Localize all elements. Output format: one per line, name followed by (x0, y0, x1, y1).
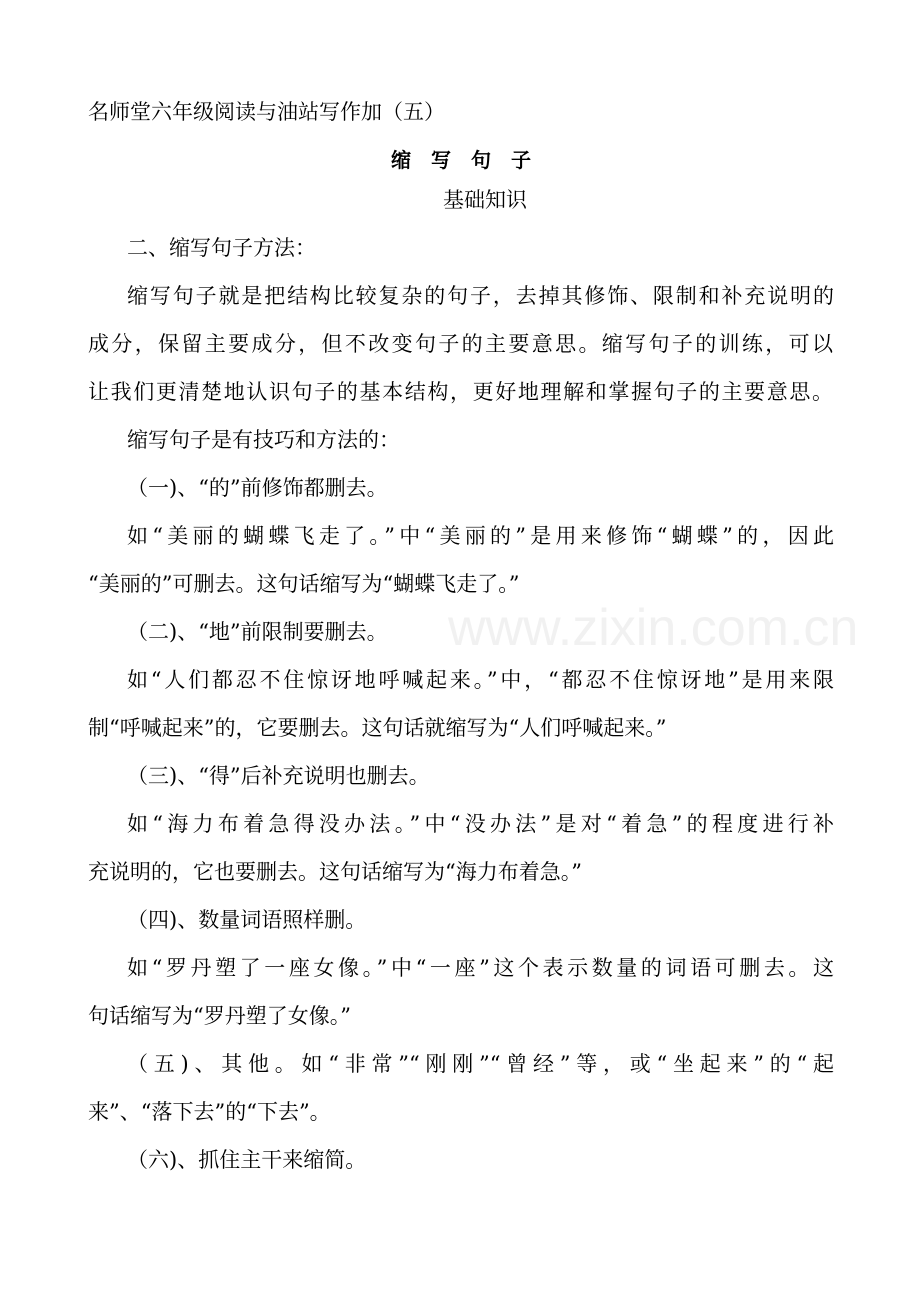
paragraph-line: 缩写句子是有技巧和方法的： (127, 428, 400, 452)
rule-heading: （一)、“的”前修饰都删去。 (127, 476, 388, 500)
paragraph-line: 让我们更清楚地认识句子的基本结构，更好地理解和掌握句子的主要意思。 (88, 380, 833, 404)
rule-heading: （五)、其他。如“非常”“刚刚”“曾经”等，或“坐起来”的“起 (127, 1052, 834, 1076)
paragraph-line: 成分，保留主要成分，但不改变句子的主要意思。缩写句子的训练，可以 (88, 332, 833, 356)
rule-heading: （四)、数量词语照样删。 (127, 908, 367, 932)
document-header: 名师堂六年级阅读与油站写作加（五） (88, 100, 445, 124)
example-line: 制“呼喊起来”的，它要删去。这句话就缩写为“人们呼喊起来。” (88, 716, 667, 740)
example-line: “美丽的”可删去。这句话缩写为“蝴蝶飞走了。” (88, 572, 520, 596)
rule-heading: （三)、“得”后补充说明也删去。 (127, 764, 430, 788)
watermark: www.zixin.com.cn (448, 599, 859, 657)
section-heading: 二、缩写句子方法： (127, 236, 316, 260)
example-line: 来”、“落下去”的“下去”。 (88, 1100, 331, 1124)
example-line: 如“人们都忍不住惊讶地呼喊起来。”中，“都忍不住惊讶地”是用来限 (127, 668, 834, 692)
example-line: 如“海力布着急得没办法。”中“没办法”是对“着急”的程度进行补 (127, 812, 834, 836)
rule-heading: （六)、抓住主干来缩简。 (127, 1148, 367, 1172)
paragraph-line: 缩写句子就是把结构比较复杂的句子，去掉其修饰、限制和补充说明的 (127, 284, 834, 308)
rule-heading: （二)、“地”前限制要删去。 (127, 620, 388, 644)
document-subtitle: 基础知识 (443, 188, 527, 212)
example-line: 充说明的，它也要删去。这句话缩写为“海力布着急。” (88, 860, 582, 884)
example-line: 如“美丽的蝴蝶飞走了。”中“美丽的”是用来修饰“蝴蝶”的，因此 (127, 524, 834, 548)
document-title: 缩写句子 (391, 148, 551, 172)
example-line: 句话缩写为“罗丹塑了女像。” (88, 1004, 351, 1028)
example-line: 如“罗丹塑了一座女像。”中“一座”这个表示数量的词语可删去。这 (127, 956, 834, 980)
